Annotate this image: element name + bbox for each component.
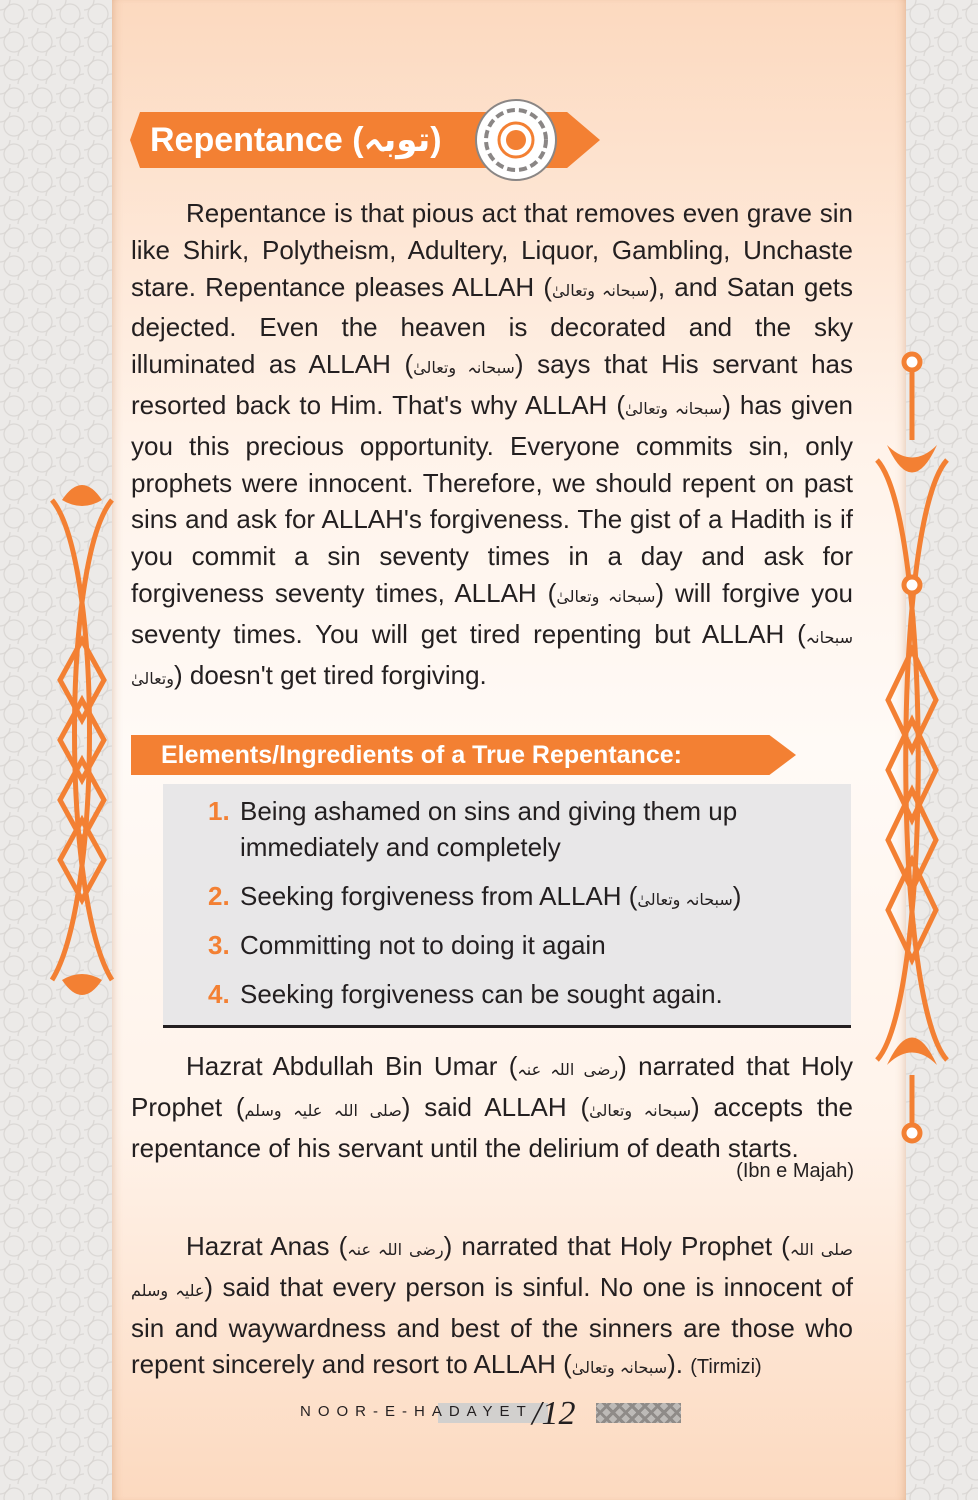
list-item: 3. Committing not to doing it again xyxy=(208,930,606,960)
page-title: Repentance (توبہ) xyxy=(150,121,442,159)
list-item: 2. Seeking forgiveness from ALLAH (سبحانہ وتعالیٰ) xyxy=(208,881,742,911)
elements-heading: Elements/Ingredients of a True Repentance: xyxy=(161,741,682,769)
hadith-paragraph-2: Hazrat Anas (رضی اللہ عنہ) narrated that Holy Prophet (صلی اللہ علیہ وسلم) said that every person is sinful. No one is innocent of sin and waywardness and best of the sinners are those who repent sincerely and resort to ALLAH (سبحانہ وتعالیٰ). (Tirmizi) xyxy=(131,1231,853,1380)
right-ornament-rail xyxy=(872,0,952,1500)
footer-pattern xyxy=(596,1403,681,1423)
page-number: /12 xyxy=(532,1395,576,1432)
hadith-paragraph-1: Hazrat Abdullah Bin Umar (رضی اللہ عنہ) narrated that Holy Prophet (صلی اللہ علیہ وسلم) said ALLAH (سبحانہ وتعالیٰ) accepts the repentance of his servant until the delirium of death starts. xyxy=(131,1051,853,1163)
flower-ornament-icon xyxy=(470,94,562,186)
list-item: 4. Seeking forgiveness can be sought again. xyxy=(208,979,723,1009)
page-footer xyxy=(300,1395,685,1435)
left-ornament-rail xyxy=(42,0,122,1500)
honorific: سبحانہ وتعالیٰ xyxy=(413,358,515,378)
honorific: سبحانہ وتعالیٰ xyxy=(556,586,656,606)
honorific: سبحانہ وتعالیٰ xyxy=(625,398,723,418)
list-item: 1. Being ashamed on sins and giving them up immediately and completely xyxy=(208,796,738,862)
honorific: سبحانہ وتعالیٰ xyxy=(552,280,650,300)
intro-paragraph: Repentance is that pious act that removes even grave sin like Shirk, Polytheism, Adultery, Liquor, Gambling, Unchaste stare. Repentance pleases ALLAH (سبحانہ وتعالیٰ), and Satan gets dejected. Even the heaven is decorated and the sky illuminated as ALLAH (سبحانہ وتعالیٰ) says that His servant has resorted back to Him. That's why ALLAH (سبحانہ وتعالیٰ) has given you this precious opportunity. Everyone commits sin, only prophets were innocent. Therefore, we should repent on past sins and ask for ALLAH's forgiveness. The gist of a Hadith is if you commit a sin seventy times in a day and ask for forgiveness seventy times, ALLAH (سبحانہ وتعالیٰ) will forgive you seventy times. You will get tired repenting but ALLAH (سبحانہ وتعالیٰ) doesn't get tired forgiving. xyxy=(131,198,853,690)
hadith-source-1: (Ibn e Majah) xyxy=(736,1160,854,1182)
footer-book-title: NOOR-E-HADAYET xyxy=(300,1403,533,1420)
honorific: سبحانہ وتعالیٰ xyxy=(131,627,853,688)
